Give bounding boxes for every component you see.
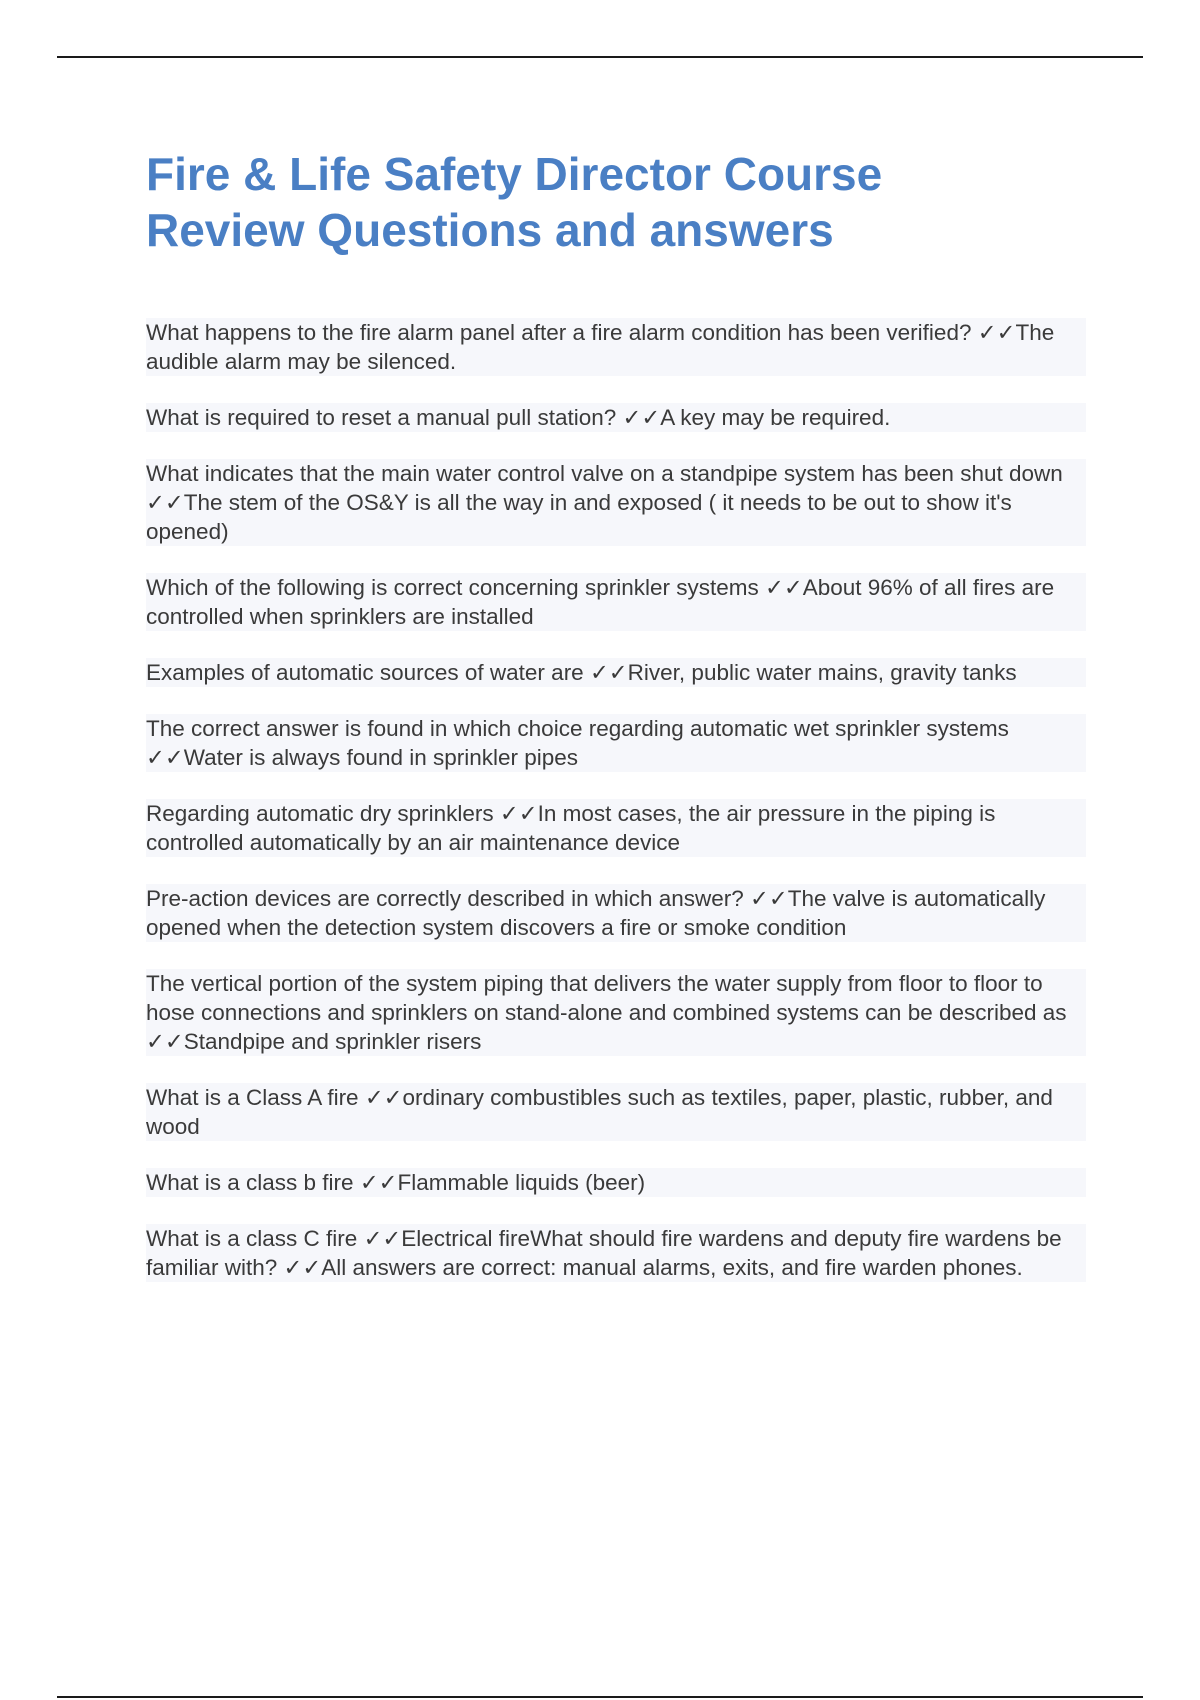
answer-text: Electrical fireWhat should fire wardens and deputy fire wardens be familiar with? ✓✓All answers are correct: manual alarms, exits, and fire warden phones. — [146, 1226, 1062, 1280]
qa-item — [146, 799, 1086, 857]
question-text: Examples of automatic sources of water are — [146, 660, 590, 685]
qa-item — [146, 403, 1086, 432]
qa-item — [146, 714, 1086, 772]
question-text: Regarding automatic dry sprinklers — [146, 801, 500, 826]
qa-item — [146, 969, 1086, 1056]
question-text: Pre-action devices are correctly described in which answer? — [146, 886, 751, 911]
question-text: What is a class C fire — [146, 1226, 364, 1251]
qa-item — [146, 573, 1086, 631]
answer-text: About 96% of all fires are controlled when sprinklers are installed — [146, 575, 1055, 629]
check-mark: ✓✓ — [363, 1226, 402, 1251]
qa-item — [146, 1224, 1086, 1282]
check-mark: ✓✓ — [364, 1085, 403, 1110]
check-mark: ✓✓ — [977, 320, 1016, 345]
question-text: What is required to reset a manual pull station? — [146, 405, 623, 430]
check-mark: ✓✓ — [750, 886, 788, 911]
qa-item — [146, 1083, 1086, 1141]
question-text: What is a Class A fire — [146, 1085, 365, 1110]
answer-text: In most cases, the air pressure in the piping is controlled automatically by an air maintenance device — [146, 801, 996, 855]
question-text: Which of the following is correct concerning sprinkler systems — [146, 575, 765, 600]
question-text: The vertical portion of the system piping that delivers the water supply from floor to floor to hose connections and sprinklers on stand-alone and combined systems can be described as — [146, 971, 1067, 1025]
qa-item — [146, 884, 1086, 942]
qa-item — [146, 459, 1086, 546]
check-mark: ✓✓ — [622, 405, 661, 430]
question-text: The correct answer is found in which choice regarding automatic wet sprinkler systems — [146, 716, 1009, 741]
answer-text: A key may be required. — [660, 405, 891, 430]
answer-text: Standpipe and sprinkler risers — [183, 1029, 482, 1054]
title-line-2: Review Questions and answers — [146, 204, 834, 256]
title-line-1: Fire & Life Safety Director Course — [146, 148, 883, 200]
qa-item — [146, 318, 1086, 376]
document-body — [146, 146, 1086, 1309]
answer-text: The audible alarm may be silenced. — [146, 320, 1055, 374]
qa-item — [146, 658, 1086, 687]
question-text: What indicates that the main water control valve on a standpipe system has been shut down — [146, 461, 1063, 486]
check-mark: ✓✓ — [146, 1029, 184, 1054]
document-title — [146, 146, 1086, 258]
answer-text: The stem of the OS&Y is all the way in and exposed ( it needs to be out to show it's opened) — [146, 490, 1012, 544]
check-mark: ✓✓ — [146, 490, 184, 515]
bottom-rule — [57, 1696, 1143, 1698]
answer-text: River, public water mains, gravity tanks — [627, 660, 1017, 685]
qa-list — [146, 318, 1086, 1282]
check-mark: ✓✓ — [589, 660, 628, 685]
answer-text: The valve is automatically opened when the detection system discovers a fire or smoke condition — [146, 886, 1046, 940]
check-mark: ✓✓ — [764, 575, 803, 600]
qa-item — [146, 1168, 1086, 1197]
answer-text: Water is always found in sprinkler pipes — [183, 745, 579, 770]
question-text: What happens to the fire alarm panel after a fire alarm condition has been verified? — [146, 320, 978, 345]
check-mark: ✓✓ — [146, 745, 184, 770]
question-text: What is a class b fire — [146, 1170, 360, 1195]
check-mark: ✓✓ — [359, 1170, 398, 1195]
answer-text: ordinary combustibles such as textiles, paper, plastic, rubber, and wood — [146, 1085, 1053, 1139]
answer-text: Flammable liquids (beer) — [397, 1170, 646, 1195]
top-rule — [57, 56, 1143, 58]
check-mark: ✓✓ — [499, 801, 538, 826]
